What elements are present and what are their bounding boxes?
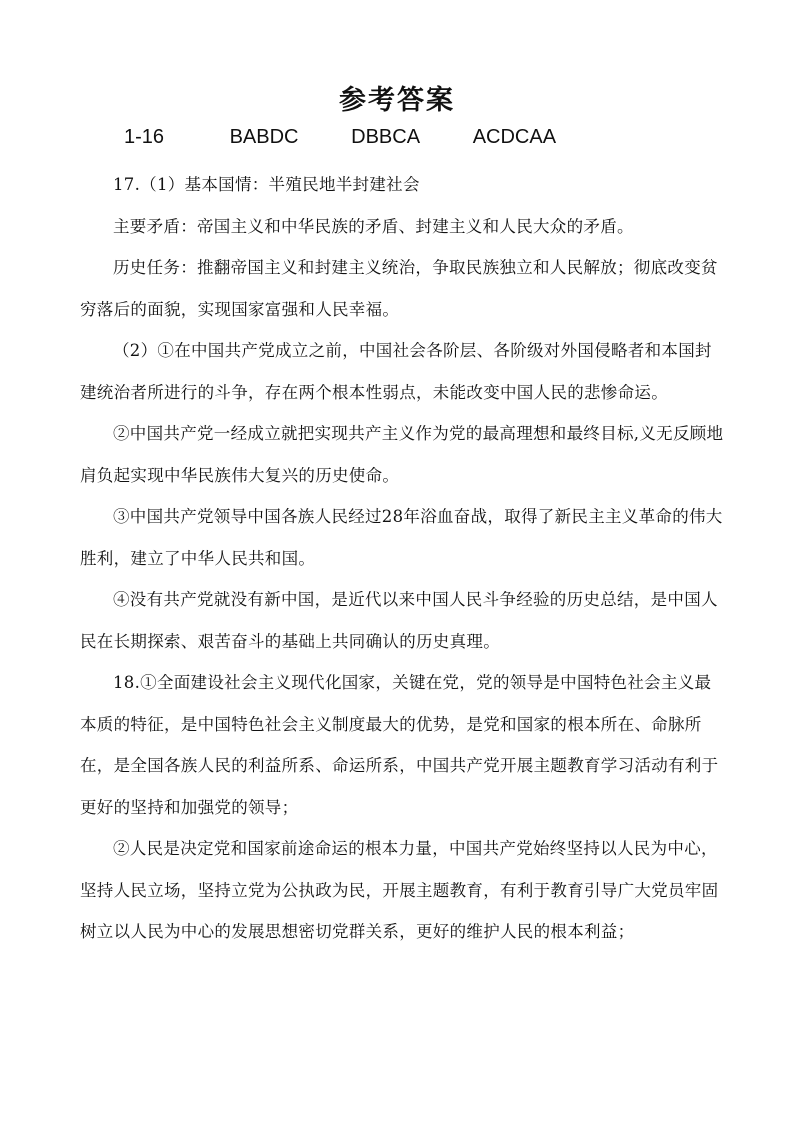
paragraph-17-2-point-2: ②中国共产党一经成立就把实现共产主义作为党的最高理想和最终目标,义无反顾地肩负起实现中华民族伟大复兴的历史使命。: [80, 424, 724, 485]
page-title: 参考答案: [339, 85, 455, 116]
answer-group-3: ACDCAA: [472, 126, 557, 148]
paragraph-17-2-point-1: （2）①在中国共产党成立之前，中国社会各阶层、各阶级对外国侵略者和本国封建统治者所进行的斗争，存在两个根本性弱点，未能改变中国人民的悲惨命运。: [80, 341, 712, 402]
paragraph-18-point-2: ②人民是决定党和国家前途命运的根本力量，中国共产党始终坚持以人民为中心，坚持人民立场，坚持立党为公执政为民，开展主题教育，有利于教育引导广大党员牢固树立以人民为中心的发展思想密切党群关系，更好的维护人民的根本利益；: [80, 839, 719, 941]
answer-group-1: BABDC: [229, 126, 299, 148]
paragraph-17-1: 17.（1）基本国情：半殖民地半封建社会: [113, 175, 420, 194]
paragraph-18-point-1: 18.①全面建设社会主义现代化国家，关键在党，党的领导是中国特色社会主义最本质的特征，是中国特色社会主义制度最大的优势，是党和国家的根本所在、命脉所在，是全国各族人民的利益所系、命运所系，中国共产党开展主题教育学习活动有利于更好的坚持和加强党的领导；: [80, 673, 719, 817]
choice-answers: [124, 126, 556, 149]
answer-group-2: DBBCA: [351, 126, 421, 148]
paragraph-historical-task: 历史任务：推翻帝国主义和封建主义统治，争取民族独立和人民解放；彻底改变贫穷落后的面貌，实现国家富强和人民幸福。: [80, 258, 718, 319]
paragraph-17-2-point-3: ③中国共产党领导中国各族人民经过28年浴血奋战，取得了新民主主义革命的伟大胜利，建立了中华人民共和国。: [80, 507, 723, 568]
answer-range: 1-16: [124, 126, 165, 148]
paragraph-main-contradiction: 主要矛盾：帝国主义和中华民族的矛盾、封建主义和人民大众的矛盾。: [113, 216, 634, 236]
answer-body: [80, 164, 724, 953]
paragraph-17-2-point-4: ④没有共产党就没有新中国，是近代以来中国人民斗争经验的历史总结，是中国人民在长期探索、艰苦奋斗的基础上共同确认的历史真理。: [80, 590, 718, 651]
